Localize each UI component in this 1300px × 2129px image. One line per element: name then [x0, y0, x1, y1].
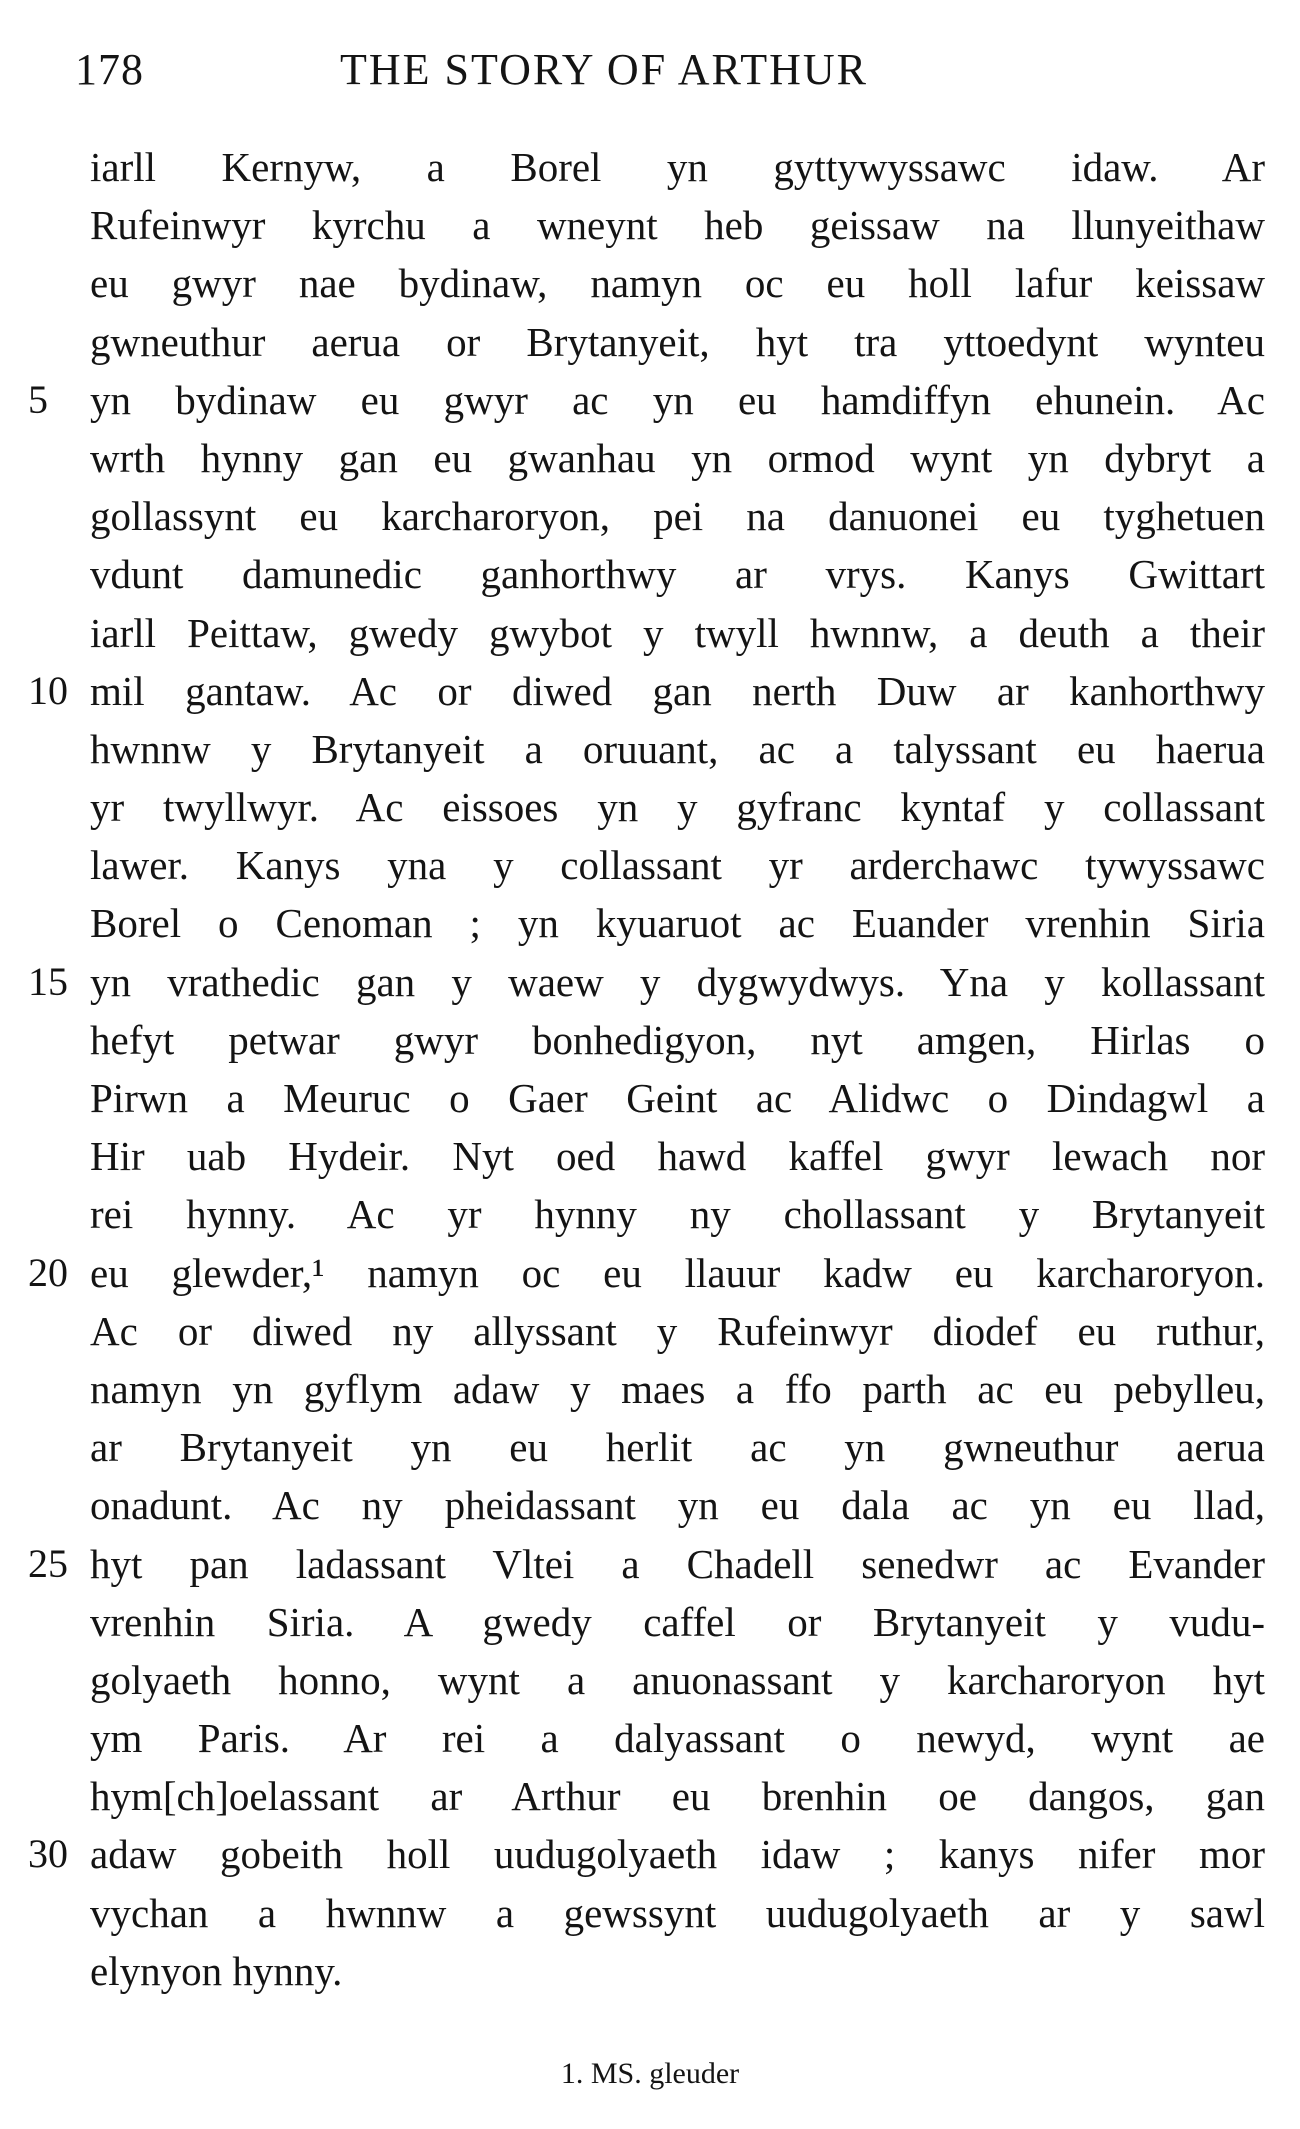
text-line	[0, 894, 1300, 952]
line-text: yn vrathedic gan y waew y dygwydwys. Yna y kollassant	[90, 958, 1265, 1005]
line-number: 5	[28, 376, 48, 422]
line-text: adaw gobeith holl uudugolyaeth idaw ; kanys nifer mor	[90, 1831, 1265, 1878]
line-text: hefyt petwar gwyr bonhedigyon, nyt amgen, Hirlas o	[90, 1016, 1265, 1063]
line-text: vdunt damunedic ganhorthwy ar vrys. Kanys Gwittart	[90, 551, 1265, 598]
line-text: Pirwn a Meuruc o Gaer Geint ac Alidwc o Dindagwl a	[90, 1075, 1265, 1121]
line-text: onadunt. Ac ny pheidassant yn eu dala ac yn eu llad,	[90, 1482, 1265, 1529]
footnote	[0, 2057, 1300, 2091]
line-text: yn bydinaw eu gwyr ac yn eu hamdiffyn ehunein. Ac	[90, 376, 1265, 423]
text-body	[0, 138, 1300, 2000]
text-line	[0, 1884, 1300, 1942]
text-line	[0, 1709, 1300, 1767]
line-number: 25	[28, 1540, 68, 1586]
line-text: Rufeinwyr kyrchu a wneynt heb geissaw na llunyeithaw	[90, 202, 1265, 249]
text-line	[0, 1244, 1300, 1302]
page-header	[0, 44, 1300, 104]
line-text: gollassynt eu karcharoryon, pei na danuonei eu tyghetuen	[90, 493, 1265, 540]
line-text: ar Brytanyeit yn eu herlit ac yn gwneuthur aerua	[90, 1424, 1265, 1471]
line-number: 30	[28, 1831, 68, 1877]
line-text: eu glewder,¹ namyn oc eu llauur kadw eu karcharoryon.	[90, 1249, 1265, 1296]
text-line	[0, 196, 1300, 254]
line-text: hyt pan ladassant Vltei a Chadell senedwr ac Evander	[90, 1540, 1265, 1587]
line-text: Borel o Cenoman ; yn kyuaruot ac Euander vrenhin Siria	[90, 900, 1265, 947]
line-number: 20	[28, 1249, 68, 1295]
line-text: iarll Kernyw, a Borel yn gyttywyssawc idaw. Ar	[90, 144, 1265, 190]
line-number: 15	[28, 958, 68, 1004]
text-line	[0, 1942, 1300, 2000]
line-text: elynyon hynny.	[90, 1947, 343, 1994]
text-line	[0, 1360, 1300, 1418]
text-line	[0, 1825, 1300, 1883]
text-line	[0, 1011, 1300, 1069]
text-line	[0, 487, 1300, 545]
text-line	[0, 720, 1300, 778]
text-line	[0, 1476, 1300, 1534]
text-line	[0, 1651, 1300, 1709]
line-text: namyn yn gyflym adaw y maes a ffo parth ac eu pebylleu,	[90, 1365, 1265, 1412]
text-line	[0, 254, 1300, 312]
page-number: 178	[75, 45, 144, 94]
text-line	[0, 138, 1300, 196]
line-text: vychan a hwnnw a gewssynt uudugolyaeth ar y sawl	[90, 1889, 1265, 1936]
line-text: vrenhin Siria. A gwedy caffel or Brytanyeit y vudu-	[90, 1598, 1265, 1645]
line-text: rei hynny. Ac yr hynny ny chollassant y Brytanyeit	[90, 1191, 1265, 1238]
line-number: 10	[28, 667, 68, 713]
text-line	[0, 953, 1300, 1011]
text-line	[0, 1418, 1300, 1476]
text-line	[0, 1593, 1300, 1651]
line-text: iarll Peittaw, gwedy gwybot y twyll hwnnw, a deuth a their	[90, 609, 1265, 656]
line-text: Hir uab Hydeir. Nyt oed hawd kaffel gwyr lewach nor	[90, 1133, 1265, 1180]
line-text: mil gantaw. Ac or diwed gan nerth Duw ar kanhorthwy	[90, 667, 1265, 714]
text-line	[0, 313, 1300, 371]
line-text: lawer. Kanys yna y collassant yr arderchawc tywyssawc	[90, 842, 1265, 889]
text-line	[0, 545, 1300, 603]
line-text: ym Paris. Ar rei a dalyassant o newyd, wynt ae	[90, 1715, 1265, 1762]
line-text: yr twyllwyr. Ac eissoes yn y gyfranc kyntaf y collassant	[90, 784, 1265, 831]
line-text: gwneuthur aerua or Brytanyeit, hyt tra yttoedynt wynteu	[90, 318, 1265, 365]
text-line	[0, 371, 1300, 429]
footnote-text: 1. MS. gleuder	[560, 2057, 740, 2090]
text-line	[0, 778, 1300, 836]
text-line	[0, 1302, 1300, 1360]
text-line	[0, 1069, 1300, 1127]
text-line	[0, 429, 1300, 487]
text-line	[0, 1185, 1300, 1243]
line-text: hym[ch]oelassant ar Arthur eu brenhin oe dangos, gan	[90, 1773, 1265, 1820]
line-text: golyaeth honno, wynt a anuonassant y karcharoryon hyt	[90, 1656, 1265, 1703]
line-text: wrth hynny gan eu gwanhau yn ormod wynt yn dybryt a	[90, 434, 1265, 481]
text-line	[0, 604, 1300, 662]
line-text: eu gwyr nae bydinaw, namyn oc eu holl lafur keissaw	[90, 260, 1265, 307]
running-head: THE STORY OF ARTHUR	[340, 45, 868, 94]
text-line	[0, 1127, 1300, 1185]
text-line	[0, 1535, 1300, 1593]
text-line	[0, 836, 1300, 894]
text-line	[0, 662, 1300, 720]
text-line	[0, 1767, 1300, 1825]
line-text: Ac or diwed ny allyssant y Rufeinwyr diodef eu ruthur,	[90, 1307, 1265, 1354]
line-text: hwnnw y Brytanyeit a oruuant, ac a talyssant eu haerua	[90, 725, 1265, 772]
